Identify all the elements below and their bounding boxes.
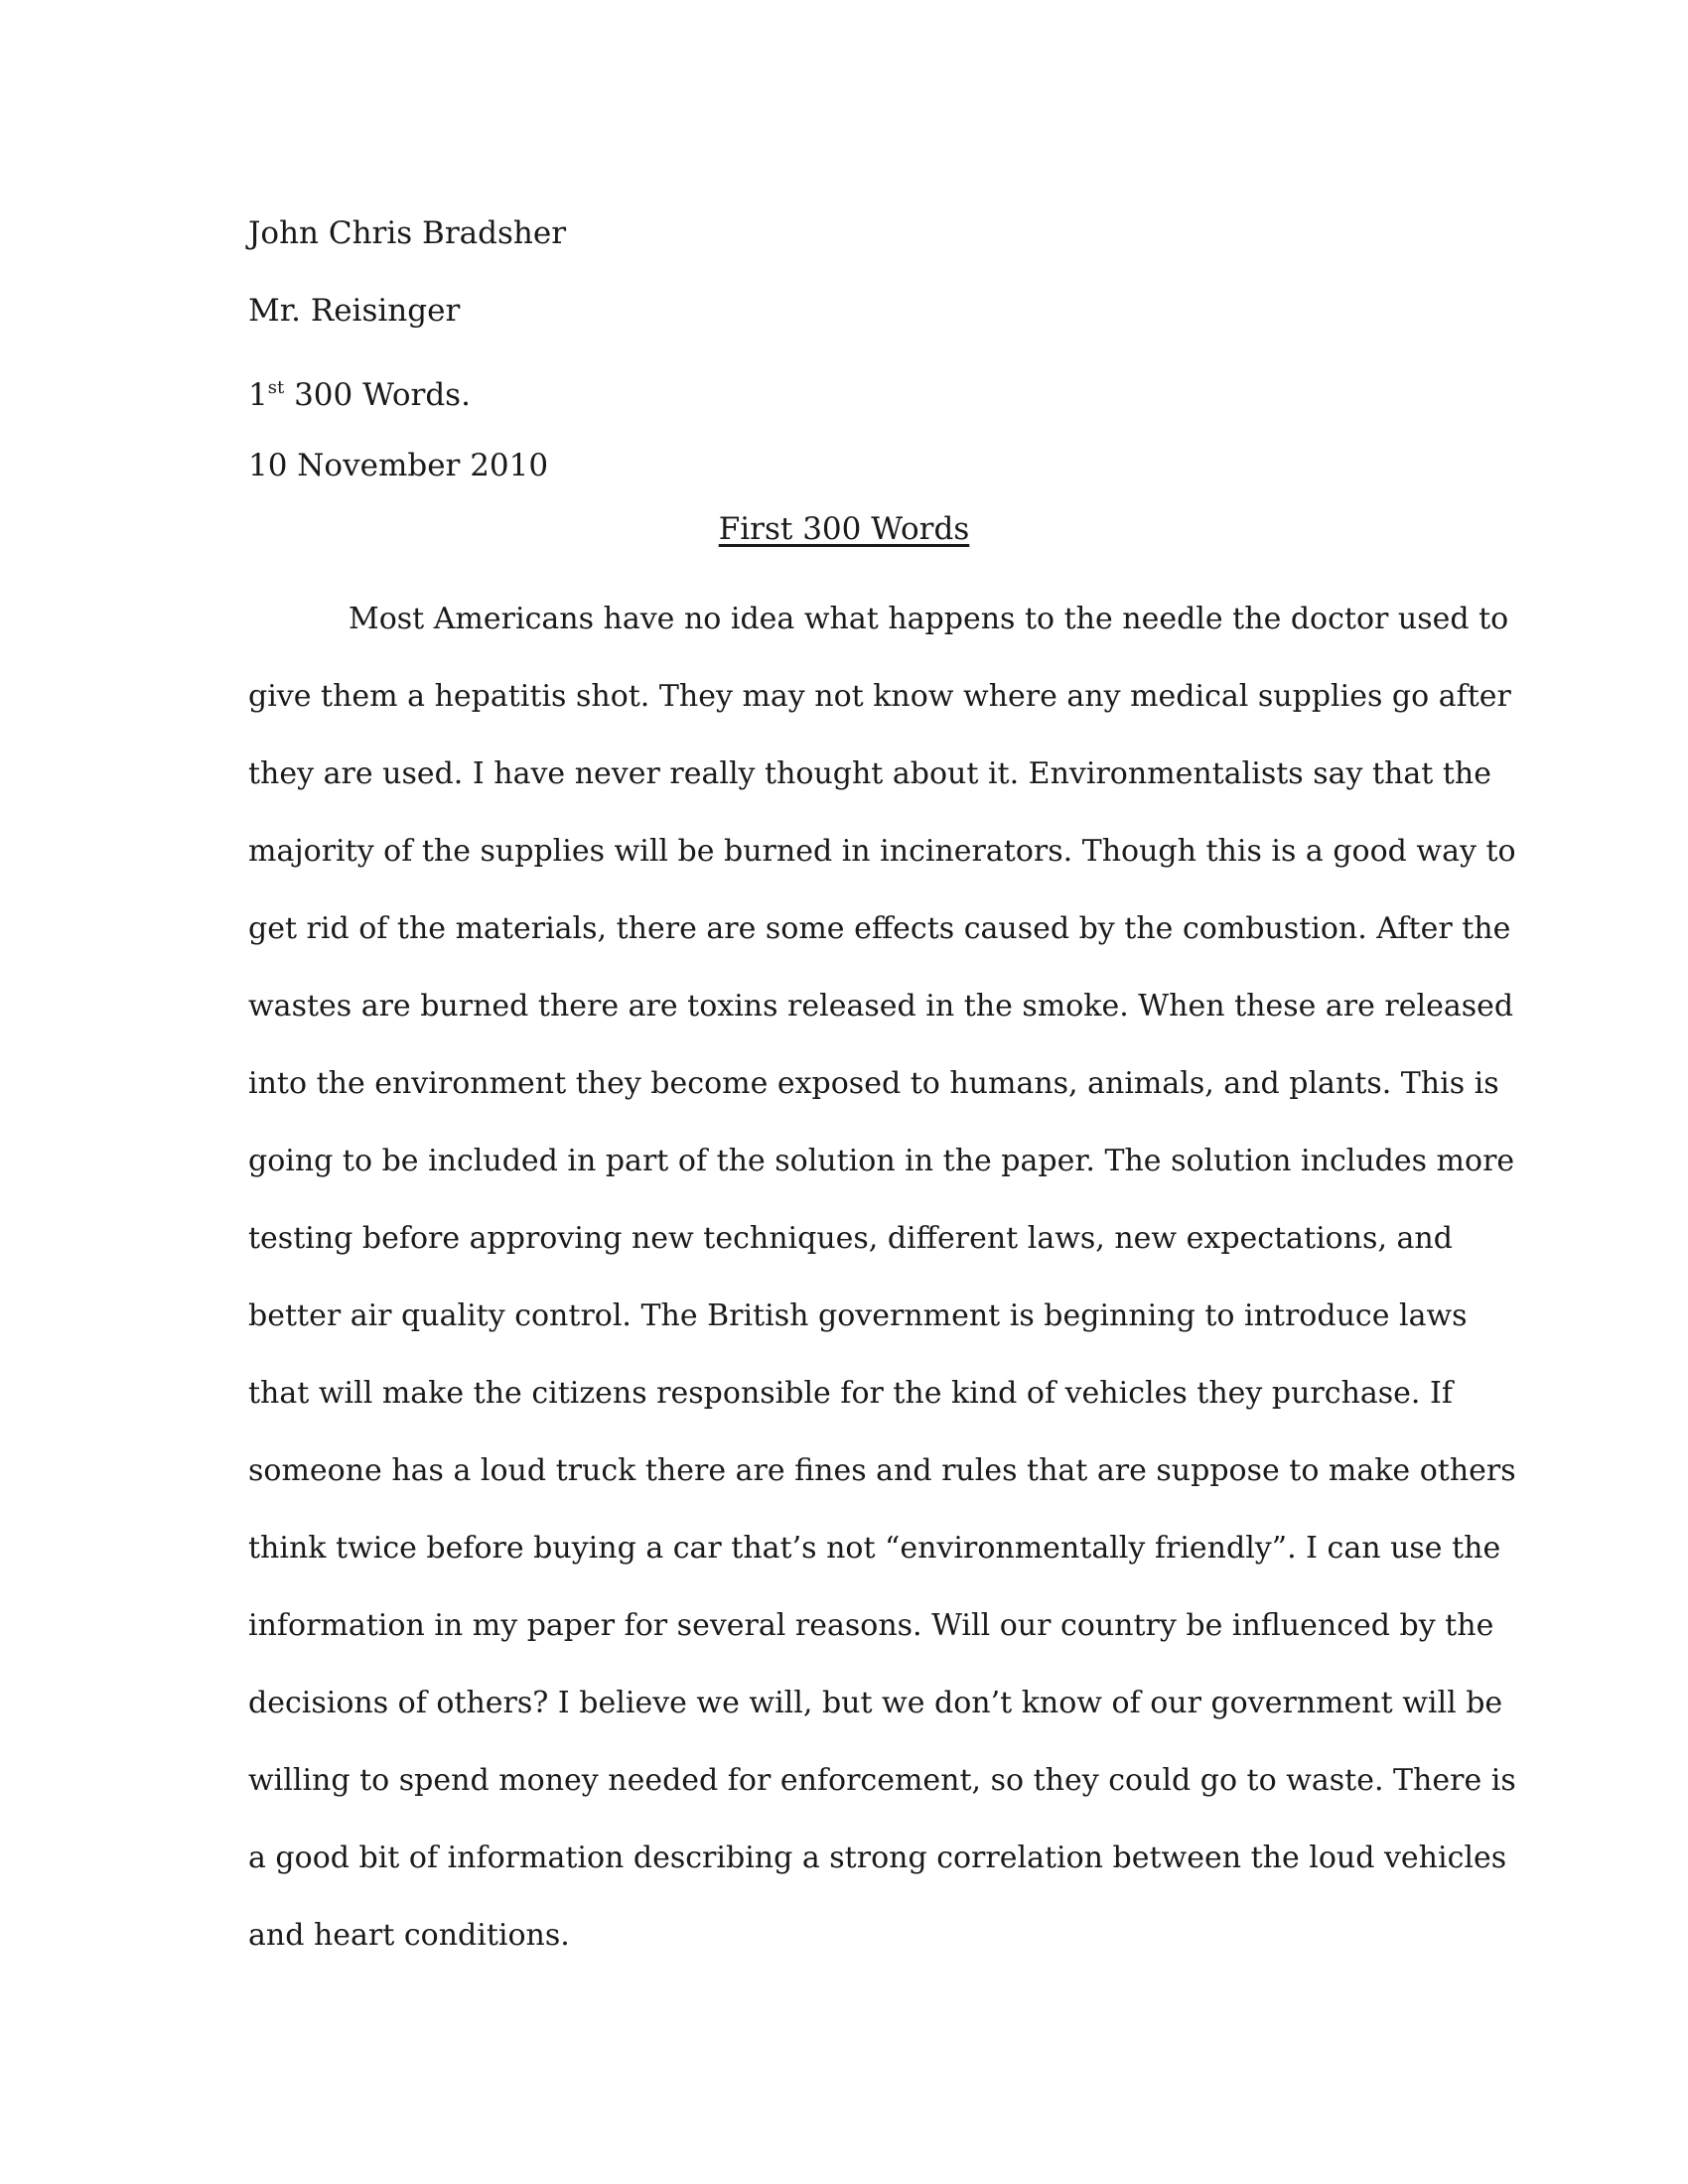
paragraph-line: wastes are burned there are toxins released in the smoke. When these are released <box>248 989 1514 1024</box>
paragraph-line: someone has a loud truck there are fines and rules that are suppose to make others <box>248 1453 1516 1488</box>
paragraph-line: a good bit of information describing a strong correlation between the loud vehicles <box>248 1841 1507 1875</box>
assignment-number: 1 <box>248 377 268 413</box>
paragraph-line: testing before approving new techniques, different laws, new expectations, and <box>248 1221 1453 1256</box>
paragraph-line: that will make the citizens responsible for the kind of vehicles they purchase. If <box>248 1376 1453 1411</box>
assignment-label <box>248 349 1440 427</box>
author-name: John Chris Bradsher <box>248 215 567 251</box>
paragraph-line: think twice before buying a car that’s not “environmentally friendly”. I can use the <box>248 1531 1501 1566</box>
assignment-ordinal-suffix: st <box>267 377 285 398</box>
paragraph-line: Most Americans have no idea what happens to the needle the doctor used to <box>349 602 1509 636</box>
paragraph-line: and heart conditions. <box>248 1918 570 1953</box>
body-paragraph <box>248 581 1516 1975</box>
paragraph-line: they are used. I have never really thought about it. Environmentalists say that the <box>248 756 1491 791</box>
paragraph-line: give them a hepatitis shot. They may not know where any medical supplies go after <box>248 679 1511 714</box>
teacher-name: Mr. Reisinger <box>248 293 461 329</box>
paragraph-line: going to be included in part of the solution in the paper. The solution includes more <box>248 1144 1515 1178</box>
paragraph-line: information in my paper for several reasons. Will our country be influenced by the <box>248 1608 1494 1643</box>
document-date: 10 November 2010 <box>248 448 549 483</box>
paragraph-line: decisions of others? I believe we will, but we don’t know of our government will be <box>248 1686 1503 1720</box>
paragraph-line: get rid of the materials, there are some effects caused by the combustion. After the <box>248 911 1511 946</box>
paragraph-line: majority of the supplies will be burned in incinerators. Though this is a good way to <box>248 834 1516 869</box>
document-title: First 300 Words <box>718 511 970 547</box>
paragraph-line: better air quality control. The British government is beginning to introduce laws <box>248 1298 1468 1333</box>
paragraph-line: willing to spend money needed for enforcement, so they could go to waste. There is <box>248 1763 1516 1798</box>
mla-heading <box>248 195 1440 504</box>
paragraph-line: into the environment they become exposed to humans, animals, and plants. This is <box>248 1066 1499 1101</box>
assignment-text: 300 Words. <box>284 377 471 413</box>
